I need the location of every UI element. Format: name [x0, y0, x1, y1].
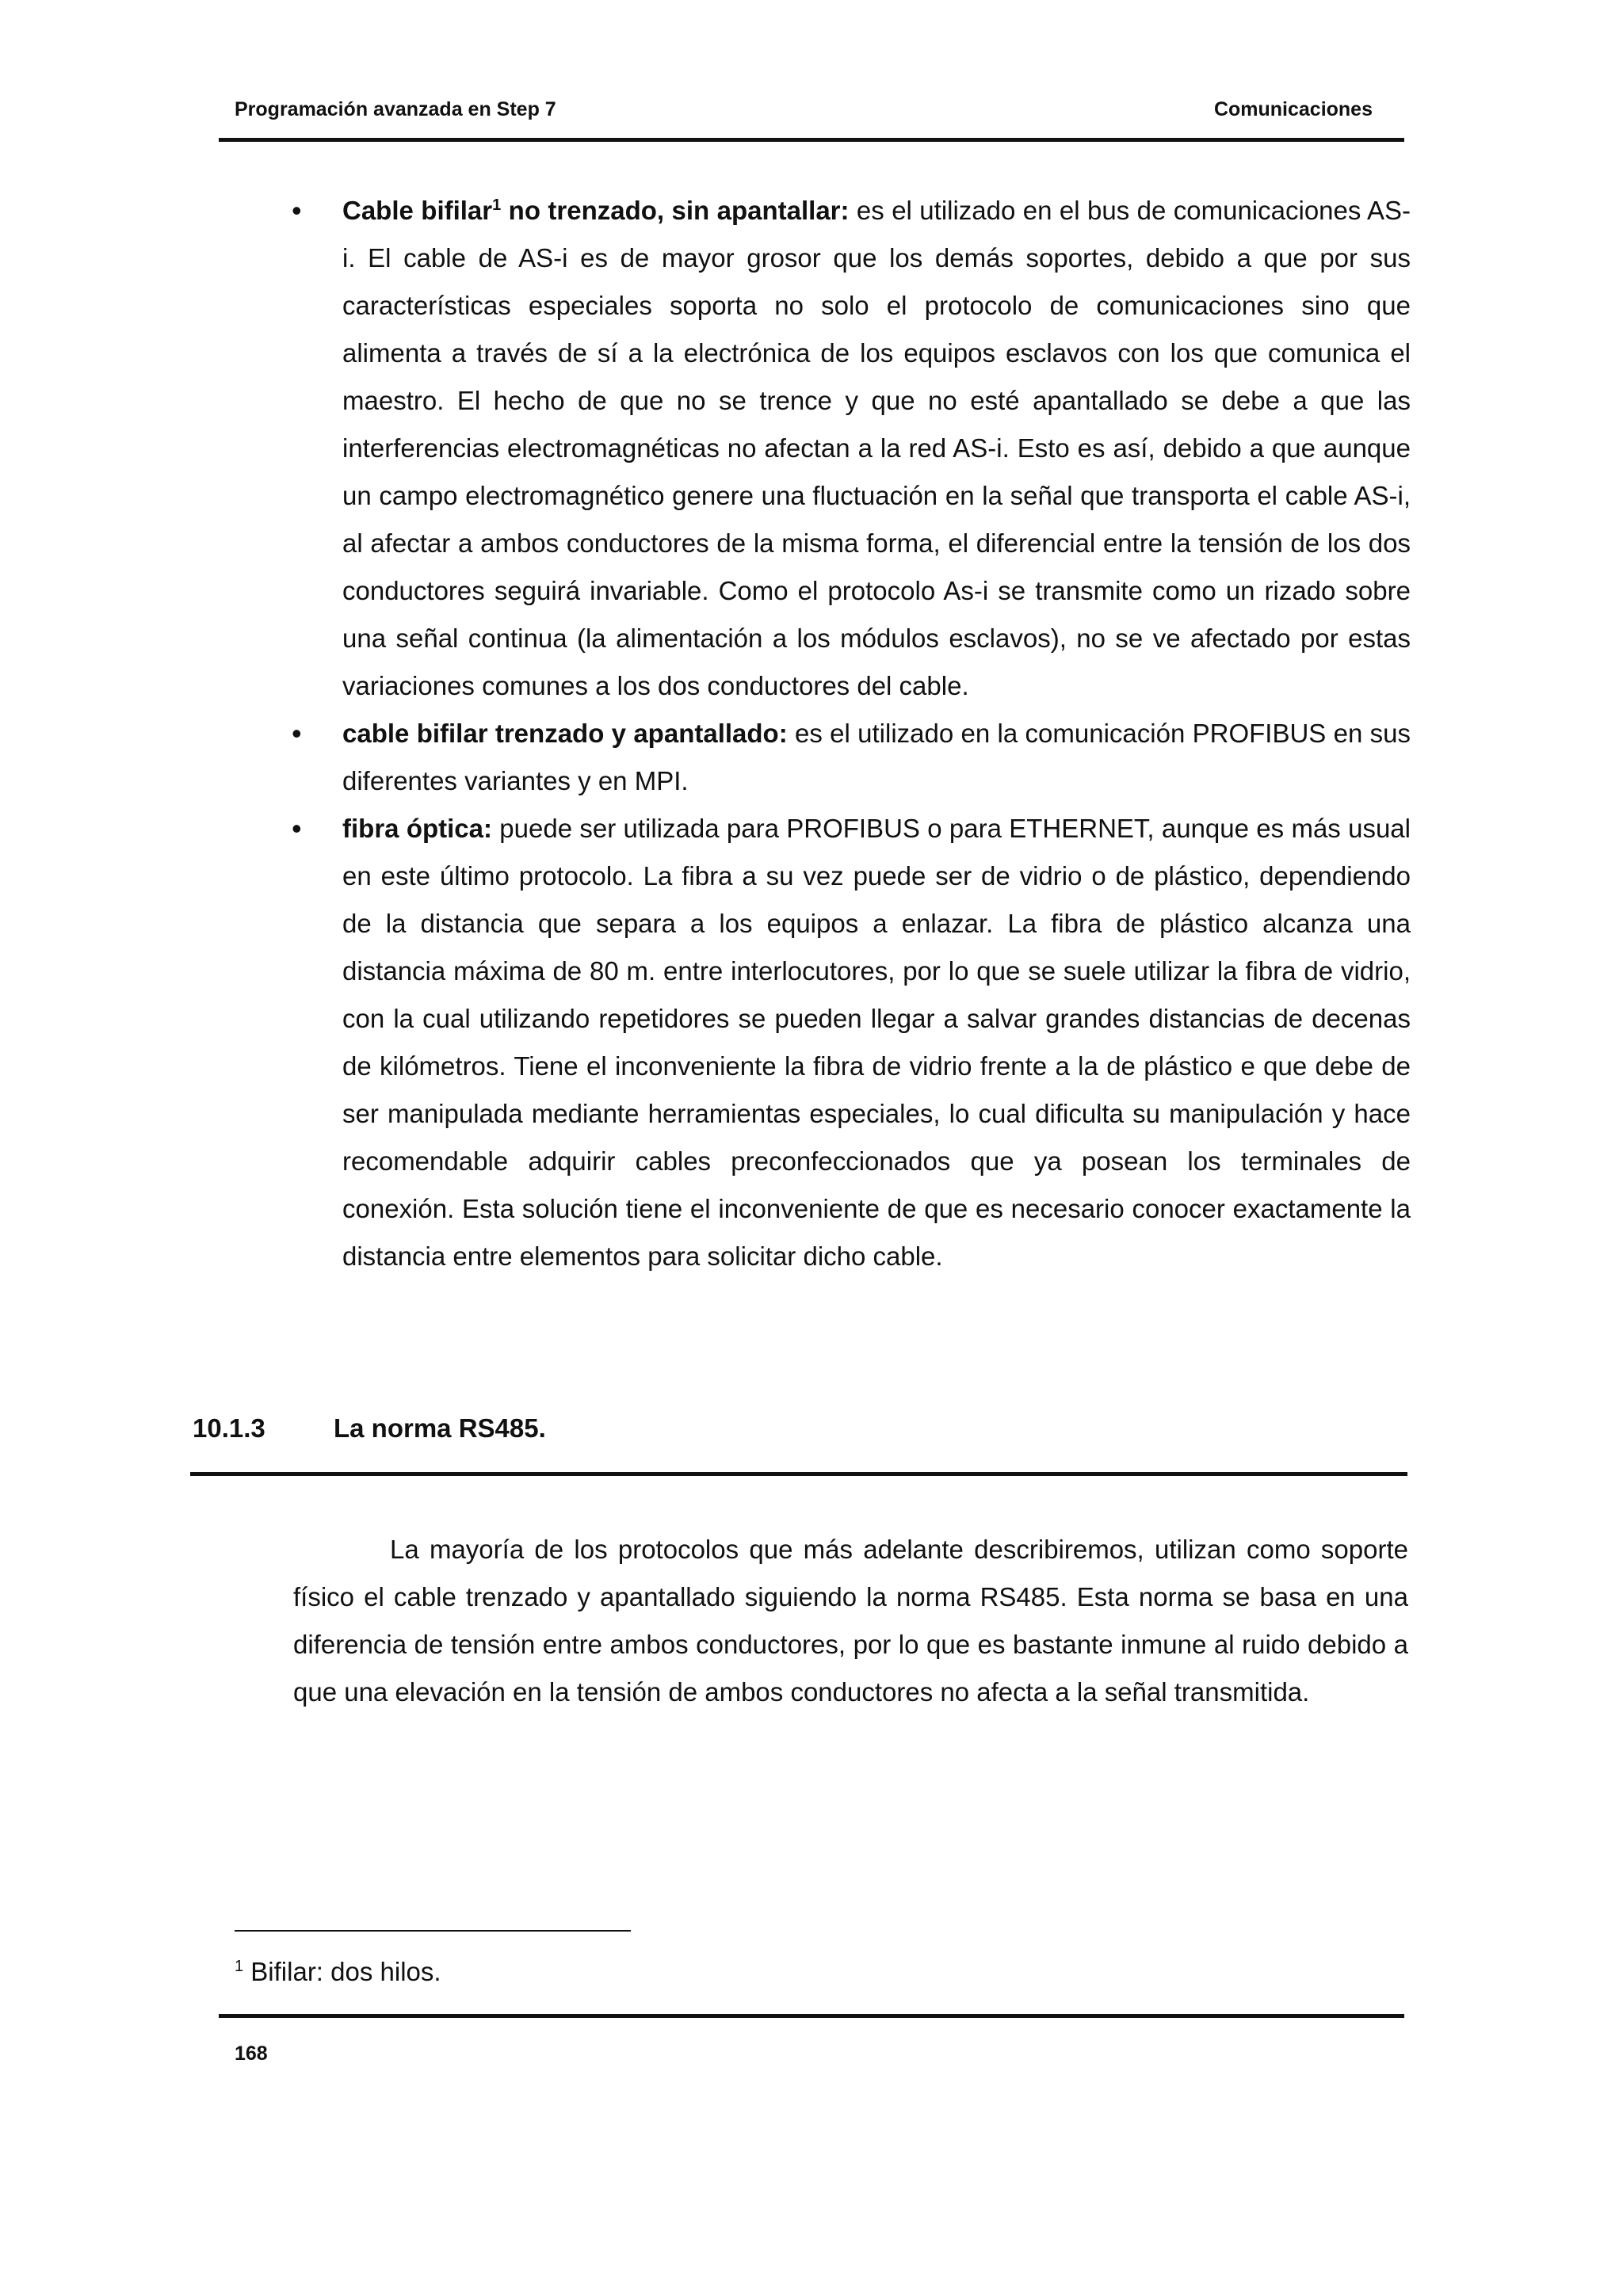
- header-chapter-title: Comunicaciones: [1213, 98, 1373, 120]
- footer-rule: [219, 2014, 1404, 2018]
- header-rule: [219, 138, 1404, 142]
- bullet-icon: •: [292, 194, 302, 227]
- footnote-reference[interactable]: 1: [492, 196, 502, 214]
- list-item: [285, 805, 1411, 1280]
- bullet-text: es el utilizado en el bus de comunicaciones AS-i. El cable de AS-i es de mayor grosor que los demás soportes, debido a que por sus características especiales soporta no solo el protocolo de comunicaciones sino que alimenta a través de sí a la electrónica de los equipos esclavos con los que comunica el maestro. El hecho de que no se trence y que no esté apantallado se debe a que las interferencias electromagnéticas no afectan a la red AS-i. Esto es así, debido a que aunque un campo electromagnético genere una fluctuación en la señal que transporta el cable AS-i, al afectar a ambos conductores de la misma forma, el diferencial entre la tensión de los dos conductores seguirá invariable. Como el protocolo As-i se transmite como un rizado sobre una señal continua (la alimentación a los módulos esclavos), no se ve afectado por estas variaciones comunes a los dos conductores del cable.: [342, 196, 1411, 700]
- footnote-separator: [235, 1930, 631, 1932]
- bullet-term: cable bifilar trenzado y apantallado:: [342, 719, 788, 748]
- bullet-text: es el utilizado en la comunicación PROFIBUS en sus diferentes variantes y en MPI.: [342, 719, 1411, 795]
- bullet-icon: •: [292, 812, 302, 845]
- header-book-title: Programación avanzada en Step 7: [235, 98, 556, 120]
- page-header: [219, 97, 1404, 130]
- bullet-term: Cable bifilar$^1$ no trenzado, sin apantallar:: [342, 196, 850, 225]
- section-number: 10.1.3: [193, 1413, 265, 1443]
- section-title: La norma RS485.: [334, 1413, 546, 1443]
- body-paragraph: La mayoría de los protocolos que más adelante describiremos, utilizan como soporte físico el cable trenzado y apantallado siguiendo la norma RS485. Esta norma se basa en una diferencia de tensión entre ambos conductores, por lo que es bastante inmune al ruido debido a que una elevación en la tensión de ambos conductores no afecta a la señal transmitida.: [293, 1535, 1408, 1707]
- footnote-marker: 1: [235, 1958, 244, 1975]
- section-rule: [190, 1472, 1407, 1476]
- bullet-icon: •: [292, 717, 302, 749]
- list-item: [285, 187, 1411, 710]
- bullet-list: [285, 187, 1411, 1280]
- footnote: [235, 1957, 441, 1987]
- bullet-text: puede ser utilizada para PROFIBUS o para ETHERNET, aunque es más usual en este último protocolo. La fibra a su vez puede ser de vidrio o de plástico, dependiendo de la distancia que separa a los equipos a enlazar. La fibra de plástico alcanza una distancia máxima de 80 m. entre interlocutores, por lo que se suele utilizar la fibra de vidrio, con la cual utilizando repetidores se pueden llegar a salvar grandes distancias de decenas de kilómetros. Tiene el inconveniente la fibra de vidrio frente a la de plástico e que debe de ser manipulada mediante herramientas especiales, lo cual dificulta su manipulación y hace recomendable adquirir cables preconfeccionados que ya posean los terminales de conexión. Esta solución tiene el inconveniente de que es necesario conocer exactamente la distancia entre elementos para solicitar dicho cable.: [342, 814, 1411, 1271]
- footnote-text: Bifilar: dos hilos.: [243, 1957, 441, 1986]
- list-item: [285, 710, 1411, 805]
- page-number: 168: [235, 2042, 268, 2065]
- bullet-term: fibra óptica:: [342, 814, 492, 843]
